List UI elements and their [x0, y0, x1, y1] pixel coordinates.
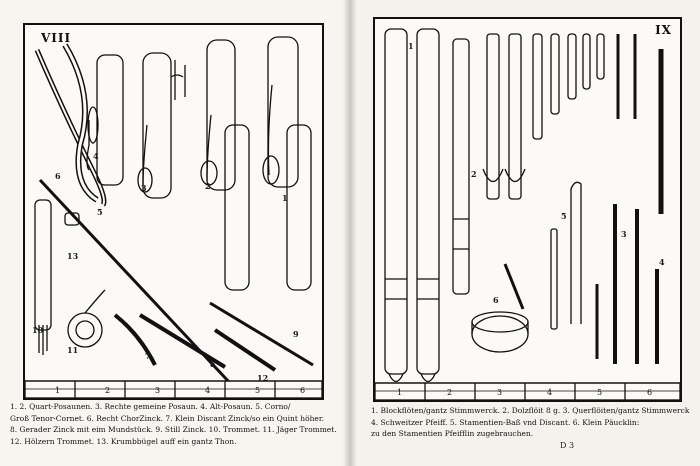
caption-line: zu den Stamentien Pfeifflin zugebrauchen. — [371, 429, 534, 438]
figure-number: 9 — [293, 329, 299, 339]
caption-line: 1. Blockflöten/gantz Stimmwerck. 2. Dolzflöit 8 g. 3. Querflöiten/gantz Stimmwerck — [371, 406, 690, 415]
figure-number: 5 — [561, 211, 567, 221]
figure-number: 13 — [67, 251, 79, 261]
figure-number: 7 — [145, 351, 151, 361]
figure-number: 3 — [141, 183, 147, 193]
figure-number: 2 — [205, 181, 211, 191]
scale-number: 1 — [55, 386, 61, 395]
scale-number: 5 — [597, 388, 603, 397]
plate-number: IX — [655, 23, 672, 37]
scale-number: 3 — [155, 386, 161, 395]
scale-number: 4 — [547, 388, 553, 397]
figure-number: 1 — [408, 41, 414, 51]
figure-number: 12 — [257, 373, 269, 383]
scale-number: 1 — [397, 388, 403, 397]
signature-mark: D 3 — [560, 441, 575, 450]
figure-number: 1 — [282, 193, 288, 203]
figure-number: 10 — [32, 325, 44, 335]
plate-caption — [371, 405, 689, 440]
figure-number: 4 — [93, 151, 99, 161]
figure-number: 11 — [67, 345, 79, 355]
scale-number: 4 — [205, 386, 211, 395]
scale-number: 2 — [447, 388, 453, 397]
plate-viii — [23, 23, 324, 400]
plate-number: VIII — [41, 31, 72, 45]
figure-number: 8 — [210, 359, 216, 369]
plate-caption — [10, 401, 340, 447]
brass-instruments-woodcut — [25, 25, 322, 398]
scale-number: 6 — [647, 388, 653, 397]
caption-line: 1. 2. Quart-Posaunen. 3. Rechte gemeine Posaun. 4. Alt-Posaun. 5. Corno/ — [10, 402, 291, 411]
caption-line: 4. Schweitzer Pfeiff. 5. Stamentien-Baß vnd Discant. 6. Klein Päucklin: — [371, 417, 640, 427]
figure-number: 6 — [493, 295, 499, 305]
figure-number: 4 — [659, 257, 665, 267]
plate-ix — [373, 17, 682, 402]
scale-number: 2 — [105, 386, 111, 395]
caption-line: Groß Tenor-Cornet. 6. Recht ChorZinck. 7. Klein Discant Zinck/so ein Quint höher. — [10, 413, 325, 423]
scale-number: 6 — [300, 386, 306, 395]
caption-line: 12. Hölzern Trommet. 13. Krumbbügel auff ein gantz Thon. — [10, 436, 237, 446]
scale-number: 5 — [255, 386, 261, 395]
caption-line: 8. Gerader Zinck mit eim Mundstück. 9. Still Zinck. 10. Trommet. 11. Jäger Trommet. — [10, 425, 337, 434]
book-gutter — [343, 0, 357, 466]
woodwind-instruments-woodcut — [375, 19, 680, 400]
scale-number: 3 — [497, 388, 503, 397]
figure-number: 3 — [621, 229, 627, 239]
figure-number: 6 — [55, 171, 61, 181]
figure-number: 2 — [471, 169, 477, 179]
figure-number: 5 — [97, 207, 103, 217]
